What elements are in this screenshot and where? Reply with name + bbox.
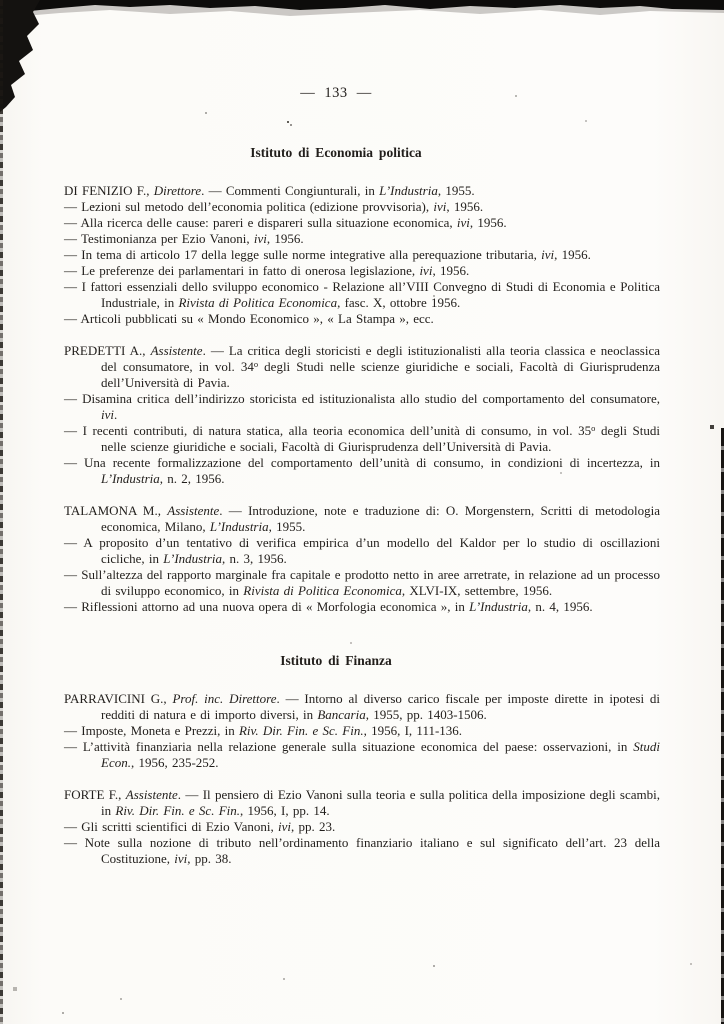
bibliography-entry: — L’attività finanziaria nella relazione generale sulla situazione economica del paese: osservazioni, in Studi Econ., 1956, 235-252. bbox=[64, 739, 660, 770]
author-group bbox=[64, 503, 660, 615]
bibliography-entry: — Alla ricerca delle cause: pareri e dispareri sulla situazione economica, ivi, 1956. bbox=[64, 215, 507, 230]
author-group bbox=[64, 691, 660, 771]
bibliography-entry: — Una recente formalizzazione del comportamento dell’unità di consumo, in condizioni di incertezza, in L’Industria, n. 2, 1956. bbox=[64, 455, 660, 486]
bibliography-entry: PARRAVICINI G., Prof. inc. Direttore. — Intorno al diverso carico fiscale per imposte dirette in ipotesi di redditi di natura e di importo diversi, in Bancaria, 1955, pp. 1403-1506. bbox=[64, 691, 660, 722]
ink-blob-artifact bbox=[0, 0, 44, 112]
bibliography-entry: — Lezioni sul metodo dell’economia politica (edizione provvisoria), ivi, 1956. bbox=[64, 199, 484, 214]
bibliography-entry: — Imposte, Moneta e Prezzi, in Riv. Dir. Fin. e Sc. Fin., 1956, I, 111-136. bbox=[64, 723, 463, 738]
bibliography-entry: — I recenti contributi, di natura statica, alla teoria economica dell’unità di consumo, in vol. 35$^o$ degli Studi nelle scienze giuridiche e sociali, Facoltà di Giurisprudenza dell’Università di Pavia. bbox=[64, 423, 660, 454]
paper-speckles bbox=[0, 0, 2, 2]
author-group bbox=[64, 183, 660, 327]
section-title: Istituto di Finanza bbox=[280, 653, 392, 668]
bibliography-entry: DI FENIZIO F., Direttore. — Commenti Congiunturali, in L’Industria, 1955. bbox=[64, 183, 475, 198]
bibliography-entry: — In tema di articolo 17 della legge sulle norme integrative alla perequazione tributaria, ivi, 1956. bbox=[64, 247, 591, 262]
bibliography-entry: — Gli scritti scientifici di Ezio Vanoni, ivi, pp. 23. bbox=[64, 819, 336, 834]
bibliography-entry: — Riflessioni attorno ad una nuova opera di « Morfologia economica », in L’Industria, n. 4, 1956. bbox=[64, 599, 593, 614]
bibliography-section bbox=[64, 145, 660, 615]
bibliography-entry: — I fattori essenziali dello sviluppo economico - Relazione all’VIII Convegno di Studi di Economia e Politica Industriale, in Rivista di Politica Economica, fasc. X, ottobre 1956. bbox=[64, 279, 660, 310]
bibliography-entry: — A proposito d’un tentativo di verifica empirica d’un modello del Kaldor per lo studio di oscillazioni cicliche, in L’Industria, n. 3, 1956. bbox=[64, 535, 660, 566]
bibliography-entry: PREDETTI A., Assistente. — La critica degli storicisti e degli istituzionalisti alla teoria classica e neoclassica del consumatore, in vol. 34$^o$ degli Studi nelle scienze giuridiche e sociali, Facoltà di Giurisprudenza dell’Università di Pavia. bbox=[64, 343, 660, 390]
section-title: Istituto di Economia politica bbox=[250, 145, 422, 160]
scan-edge-left bbox=[0, 0, 3, 1024]
bibliography-entry: TALAMONA M., Assistente. — Introduzione, note e traduzione di: O. Morgenstern, Scritti di metodologia economica, Milano, L’Industria, 1955. bbox=[64, 503, 660, 534]
bibliography-entry: — Disamina critica dell’indirizzo storicista ed istituzionalista allo studio del comportamento del consumatore, ivi. bbox=[64, 391, 660, 422]
page-number: — 133 — bbox=[300, 85, 372, 101]
bibliography-entry: — Note sulla nozione di tributo nell’ordinamento finanziario italiano e sul significato dell’art. 23 della Costituzione, ivi, pp. 38. bbox=[64, 835, 660, 866]
bibliography bbox=[64, 145, 660, 867]
bibliography-entry: — Le preferenze dei parlamentari in fatto di onerosa legislazione, ivi, 1956. bbox=[64, 263, 470, 278]
bibliography-entry: — Sull’altezza del rapporto marginale fra capitale e prodotto netto in aree arretrate, in relazione ad un processo di sviluppo economico, in Rivista di Politica Economica, XLVI-IX, settembre, 1956. bbox=[64, 567, 660, 598]
author-group bbox=[64, 343, 660, 487]
author-group bbox=[64, 787, 660, 867]
page-content bbox=[64, 0, 660, 867]
bibliography-entry: — Articoli pubblicati su « Mondo Economico », « La Stampa », ecc. bbox=[64, 311, 434, 326]
bibliography-entry: FORTE F., Assistente. — Il pensiero di Ezio Vanoni sulla teoria e sulla politica della imposizione degli scambi, in Riv. Dir. Fin. e Sc. Fin., 1956, I, pp. 14. bbox=[64, 787, 660, 818]
bibliography-entry: — Testimonianza per Ezio Vanoni, ivi, 1956. bbox=[64, 231, 304, 246]
bibliography-section bbox=[64, 653, 660, 867]
